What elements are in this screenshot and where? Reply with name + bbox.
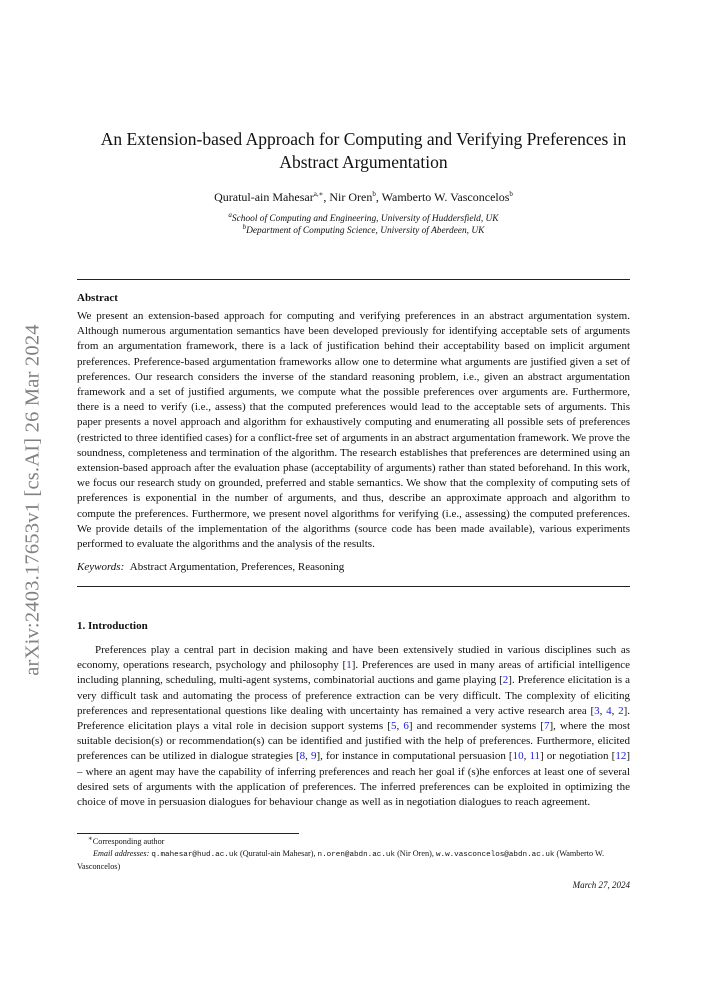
- author-affil-mark: b: [372, 190, 376, 198]
- citation-link[interactable]: 11: [529, 750, 541, 763]
- title-line-2: Abstract Argumentation: [279, 152, 448, 172]
- affiliations: [60, 210, 667, 237]
- intro-text: ] and recommender systems [: [408, 720, 544, 733]
- keywords-text: Abstract Argumentation, Preferences, Reasoning: [129, 561, 345, 573]
- keywords-label: Keywords:: [77, 561, 125, 573]
- citation-link[interactable]: 8: [299, 750, 306, 763]
- abstract-heading: Abstract: [77, 292, 118, 304]
- abstract-top-rule: [77, 279, 630, 280]
- arxiv-stamp-text: arXiv:2403.17653v1 [cs.AI] 26 Mar 2024: [21, 324, 44, 676]
- citation-link[interactable]: 12: [615, 750, 627, 763]
- intro-text: Preferences play a central part in decision making and have been extensively studied in various disciplines such as economy, operations research, psychology and philosophy [: [77, 644, 630, 672]
- author-sep: ,: [375, 190, 382, 204]
- intro-text: ] – where an agent may have the capability of inferring preferences and reach her goal if (s)he enforces at least one of several desired sets of arguments with the application of preferences. The inferred preferences can be exploited in optimizing the choice of move in persuasion dialogues for behaviour change as well as in negotiation dialogues to reach agreement.: [77, 750, 630, 809]
- intro-text: ]. Preference elicitation plays a vital role in decision support systems [: [77, 704, 631, 733]
- abstract-body: We present an extension-based approach for computing and verifying preferences in an abstract argumentation system. Although numerous argumentation semantics have been developed previously for identifying acceptable sets of arguments from an argumentation framework, there is a lack of justification behind their acceptability based on implicit argument preferences. Preference-based argumentation frameworks allow one to determine what arguments are justified given a set of preferences. Our research considers the inverse of the standard reasoning problem, i.e., given an abstract argumentation framework and a set of justified arguments, we compute what the possible preferences over arguments are. Furthermore, there is a need to verify (i.e., assess) that the computed preferences would lead to the acceptable sets of arguments. This paper presents a novel approach and algorithm for exhaustively computing and enumerating all possible sets of preferences (restricted to three identified cases) for a conflict-free set of arguments in an abstract argumentation framework. We prove the soundness, completeness and termination of the algorithm. The research establishes that preferences are determined using an extension-based approach after the evaluation phase (acceptability of arguments) rather than stated beforehand. In this work, we focus our research study on grounded, preferred and stable semantics. We show that the complexity of computing sets of preferences is exponential in the number of arguments, and thus, describe an approximate approach and algorithm to compute the preferences. Furthermore, we present novel algorithms for verifying (i.e., assessing) the computed preferences. We provide details of the implementation of the algorithms (source code has been made available), various experiments performed to evaluate the algorithms and the analysis of the results.: [77, 310, 630, 551]
- abstract-bottom-rule: [77, 586, 630, 587]
- intro-text: ]. Preference elicitation is a very difficult task and automating the process of preference extraction can be very difficult. The complexity of eliciting preferences and representational questions like dealing with uncertainty has remained a very active research area [: [77, 674, 631, 717]
- author-affil-mark: a,∗: [313, 190, 324, 198]
- preprint-date: March 27, 2024: [572, 880, 630, 890]
- email-owner: (Nir Oren),: [395, 849, 436, 858]
- paper-title: [60, 128, 667, 174]
- citation-link[interactable]: 5: [390, 720, 397, 733]
- affiliation: [60, 210, 667, 226]
- citation-link[interactable]: 2: [502, 674, 509, 687]
- title-line-1: An Extension-based Approach for Computing and Verifying Preferences in: [100, 129, 627, 149]
- intro-text: ]. Preferences are used in many areas of artificial intelligence including planning, scheduling, multi-agent systems, combinatorial auctions and game playing [: [77, 659, 630, 687]
- affiliation-text: School of Computing and Engineering, University of Huddersfield, UK: [231, 214, 499, 224]
- affiliation: [60, 222, 667, 238]
- footnote-mark: ∗: [88, 834, 93, 843]
- footnote-corresponding-text: Corresponding author: [92, 837, 165, 846]
- email-link[interactable]: n.oren@abdn.ac.uk: [317, 851, 396, 859]
- footnote-emails: [77, 848, 630, 873]
- email-link[interactable]: q.mahesar@hud.ac.uk: [151, 851, 238, 859]
- citation-link[interactable]: 3: [594, 704, 600, 717]
- author-sep: ,: [323, 190, 330, 204]
- author-name: Wamberto W. Vasconcelos: [381, 190, 510, 204]
- footnote-corresponding: [88, 836, 641, 848]
- email-owner: (Quratul-ain Mahesar),: [237, 849, 318, 858]
- section-heading-introduction: 1. Introduction: [77, 620, 148, 632]
- author-affil-mark: b: [509, 190, 513, 198]
- keywords: [77, 561, 344, 573]
- citation-link[interactable]: 10: [512, 750, 524, 763]
- intro-text: ], for instance in computational persuasion [: [316, 750, 513, 763]
- intro-text: ,: [396, 720, 404, 733]
- footnote-rule: [77, 833, 299, 834]
- intro-text: ,: [305, 750, 312, 763]
- affiliation-mark: b: [242, 222, 247, 231]
- intro-text: ,: [611, 704, 619, 717]
- author-list: [60, 190, 667, 205]
- intro-text: ,: [523, 750, 530, 763]
- intro-text: ,: [599, 704, 607, 717]
- citation-link[interactable]: 2: [618, 704, 624, 717]
- author-name: Quratul-ain Mahesar: [214, 190, 314, 204]
- email-label: Email addresses:: [93, 849, 150, 858]
- email-owner: (Wamberto W. Vasconcelos): [77, 849, 605, 871]
- citation-link[interactable]: 6: [403, 720, 409, 733]
- citation-link[interactable]: 1: [346, 659, 352, 672]
- citation-link[interactable]: 9: [311, 750, 317, 763]
- affiliation-text: Department of Computing Science, University of Aberdeen, UK: [246, 225, 485, 236]
- affiliation-mark: a: [228, 210, 232, 219]
- email-link[interactable]: w.w.vasconcelos@abdn.ac.uk: [435, 851, 555, 859]
- arxiv-stamp: [19, 324, 47, 676]
- citation-link[interactable]: 4: [606, 704, 612, 717]
- intro-text: ], where the most suitable decision(s) or recommendation(s) can be identified and justified with the help of preferences. Furthermore, elicited preferences can be utilized in dialogue strategies [: [77, 720, 631, 763]
- intro-text: ] or negotiation [: [540, 750, 616, 763]
- author-name: Nir Oren: [329, 190, 373, 204]
- citation-link[interactable]: 7: [543, 720, 550, 733]
- introduction-paragraph: [77, 643, 630, 810]
